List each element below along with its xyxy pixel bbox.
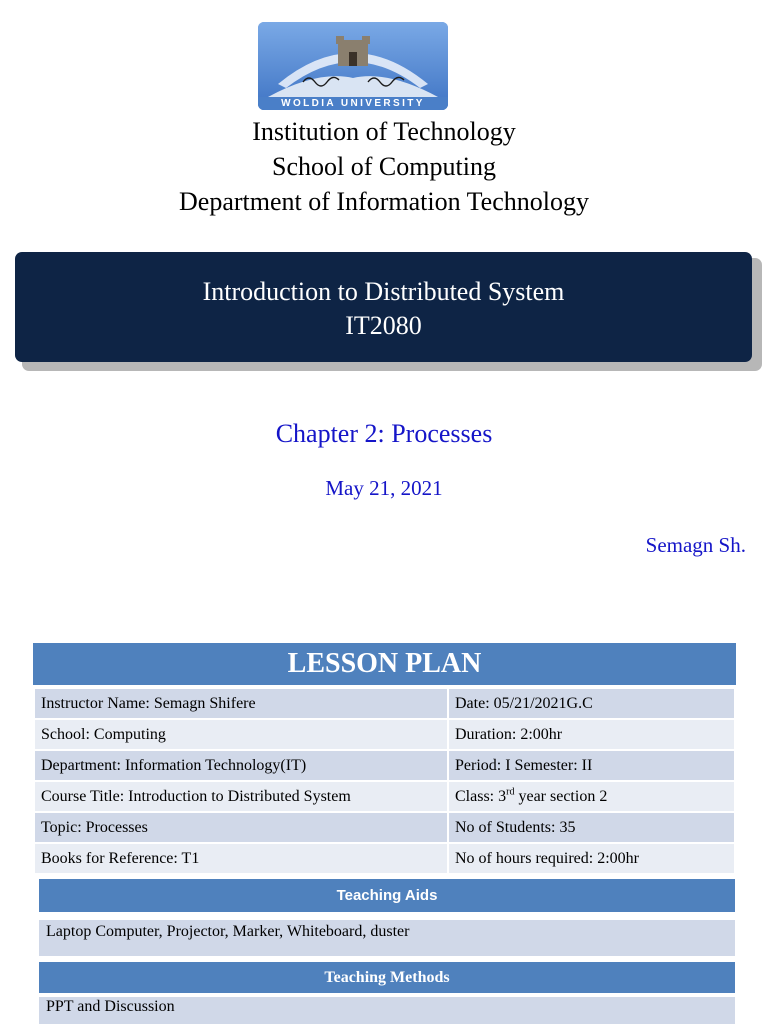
author-name: Semagn Sh. bbox=[645, 533, 746, 557]
university-logo bbox=[258, 22, 448, 110]
teaching-methods-heading: Teaching Methods bbox=[39, 962, 735, 993]
period-cell: Period: I Semester: II bbox=[448, 750, 735, 781]
class-cell bbox=[448, 781, 735, 812]
teaching-methods-content: PPT and Discussion bbox=[39, 997, 735, 1024]
school-cell: School: Computing bbox=[34, 719, 448, 750]
school-name: School of Computing bbox=[272, 152, 496, 181]
class-prefix: Class: 3 bbox=[455, 788, 507, 805]
course-title-cell: Course Title: Introduction to Distributed System bbox=[34, 781, 448, 812]
institution-name: Institution of Technology bbox=[252, 117, 516, 146]
table-row bbox=[34, 781, 735, 812]
course-code: IT2080 bbox=[345, 311, 422, 340]
table-row bbox=[34, 750, 735, 781]
duration-cell: Duration: 2:00hr bbox=[448, 719, 735, 750]
table-row bbox=[34, 843, 735, 874]
course-title: Introduction to Distributed System bbox=[202, 277, 565, 306]
date-cell: Date: 05/21/2021G.C bbox=[448, 688, 735, 719]
lesson-plan-heading: LESSON PLAN bbox=[33, 643, 736, 685]
class-suffix: year section 2 bbox=[514, 788, 608, 805]
department-cell: Department: Information Technology(IT) bbox=[34, 750, 448, 781]
lecture-date: May 21, 2021 bbox=[325, 476, 443, 500]
instructor-name-cell: Instructor Name: Semagn Shifere bbox=[34, 688, 448, 719]
books-cell: Books for Reference: T1 bbox=[34, 843, 448, 874]
logo-wordmark: WOLDIA UNIVERSITY bbox=[258, 97, 448, 110]
table-row bbox=[34, 719, 735, 750]
table-row bbox=[34, 688, 735, 719]
department-name: Department of Information Technology bbox=[179, 187, 589, 216]
topic-cell: Topic: Processes bbox=[34, 812, 448, 843]
teaching-aids-heading: Teaching Aids bbox=[39, 879, 735, 912]
hours-cell: No of hours required: 2:00hr bbox=[448, 843, 735, 874]
table-row bbox=[34, 812, 735, 843]
lesson-plan-table bbox=[33, 687, 736, 875]
students-cell: No of Students: 35 bbox=[448, 812, 735, 843]
chapter-title: Chapter 2: Processes bbox=[275, 419, 493, 448]
teaching-aids-content: Laptop Computer, Projector, Marker, Whiteboard, duster bbox=[39, 920, 735, 956]
course-banner bbox=[15, 252, 752, 362]
class-ordinal: rd bbox=[506, 786, 515, 798]
